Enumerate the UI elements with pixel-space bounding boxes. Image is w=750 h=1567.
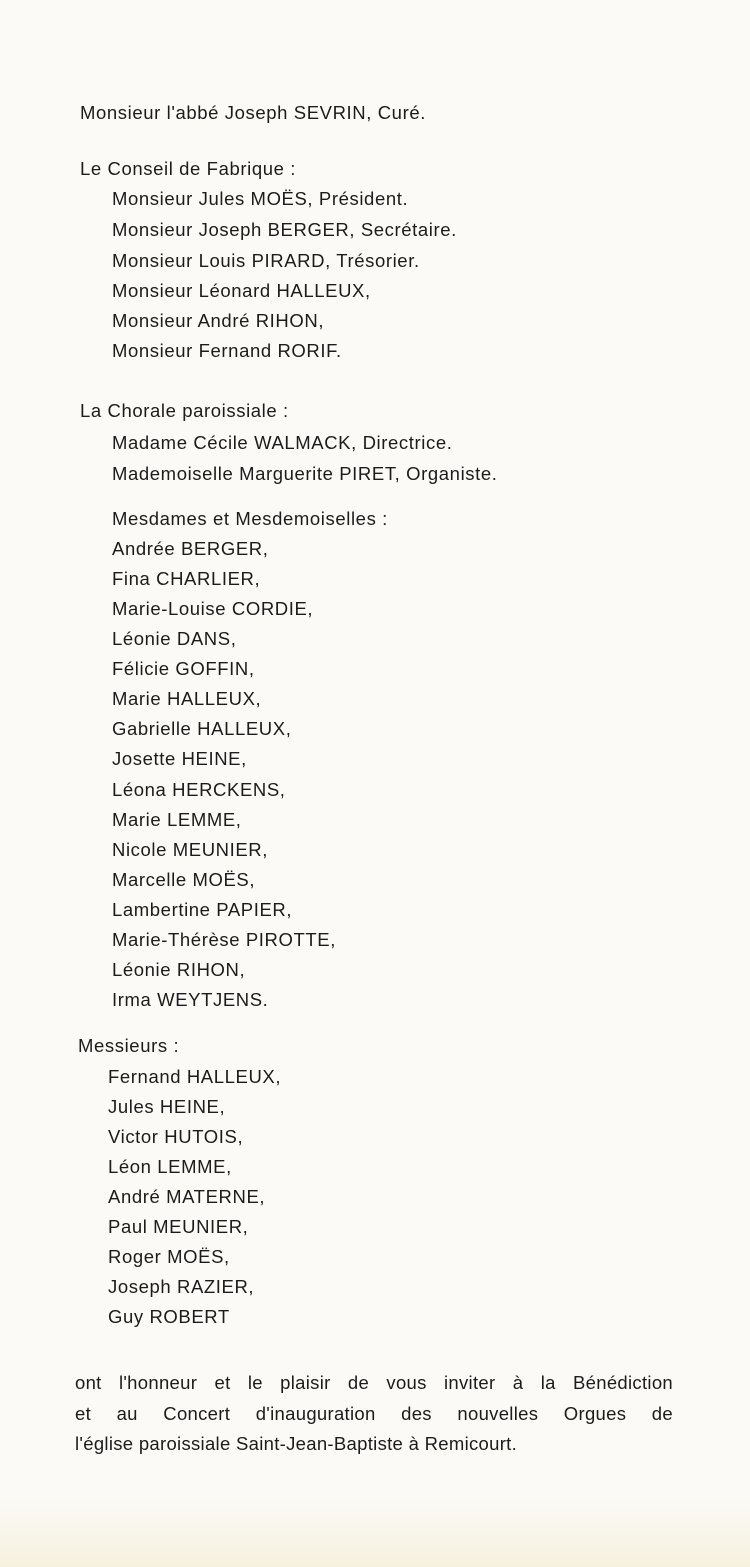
closing-line: ont l'honneur et le plaisir de vous inviter à la Bénédiction — [75, 1372, 673, 1393]
man-name: Victor HUTOIS, — [108, 1126, 244, 1147]
lady-name: Lambertine PAPIER, — [112, 899, 293, 920]
lady-name: Andrée BERGER, — [112, 538, 269, 559]
lady-name: Fina CHARLIER, — [112, 568, 261, 589]
closing-line: l'église paroissiale Saint-Jean-Baptiste à Remicourt. — [75, 1433, 518, 1454]
lady-name: Josette HEINE, — [112, 748, 247, 769]
lady-name: Marcelle MOËS, — [112, 869, 256, 890]
closing-line: et au Concert d'inauguration des nouvelles Orgues de — [75, 1402, 673, 1424]
ladies-heading: Mesdames et Mesdemoiselles : — [112, 508, 388, 529]
lady-name: Léonie RIHON, — [112, 959, 246, 980]
lady-name: Marie HALLEUX, — [112, 688, 262, 709]
man-name: Joseph RAZIER, — [108, 1276, 255, 1297]
man-name: Paul MEUNIER, — [108, 1216, 249, 1237]
man-name: Léon LEMME, — [108, 1156, 232, 1177]
lady-name: Irma WEYTJENS. — [112, 989, 269, 1010]
man-name: Fernand HALLEUX, — [108, 1066, 282, 1087]
chorale-staff: Madame Cécile WALMACK, Directrice. — [112, 432, 453, 453]
lady-name: Léona HERCKENS, — [112, 779, 286, 800]
cure-line: Monsieur l'abbé Joseph SEVRIN, Curé. — [80, 102, 426, 123]
lady-name: Léonie DANS, — [112, 628, 237, 649]
fabrique-member: Monsieur Fernand RORIF. — [112, 340, 342, 361]
man-name: Guy ROBERT — [108, 1306, 230, 1327]
fabrique-member: Monsieur Joseph BERGER, Secrétaire. — [112, 219, 457, 240]
fabrique-member: Monsieur Jules MOËS, Président. — [112, 188, 409, 209]
man-name: Jules HEINE, — [108, 1096, 226, 1117]
lady-name: Marie-Louise CORDIE, — [112, 598, 314, 619]
paper-edge — [0, 1497, 750, 1567]
invitation-paragraph — [75, 1368, 673, 1460]
fabrique-member: Monsieur André RIHON, — [112, 310, 325, 331]
chorale-heading: La Chorale paroissiale : — [80, 400, 289, 421]
man-name: André MATERNE, — [108, 1186, 266, 1207]
lady-name: Marie LEMME, — [112, 809, 242, 830]
lady-name: Félicie GOFFIN, — [112, 658, 255, 679]
lady-name: Gabrielle HALLEUX, — [112, 718, 292, 739]
lady-name: Marie-Thérèse PIROTTE, — [112, 929, 336, 950]
man-name: Roger MOËS, — [108, 1246, 230, 1267]
lady-name: Nicole MEUNIER, — [112, 839, 268, 860]
fabrique-heading: Le Conseil de Fabrique : — [80, 158, 296, 179]
chorale-staff: Mademoiselle Marguerite PIRET, Organiste. — [112, 463, 498, 484]
men-heading: Messieurs : — [78, 1035, 180, 1056]
fabrique-member: Monsieur Louis PIRARD, Trésorier. — [112, 250, 420, 271]
fabrique-member: Monsieur Léonard HALLEUX, — [112, 280, 371, 301]
